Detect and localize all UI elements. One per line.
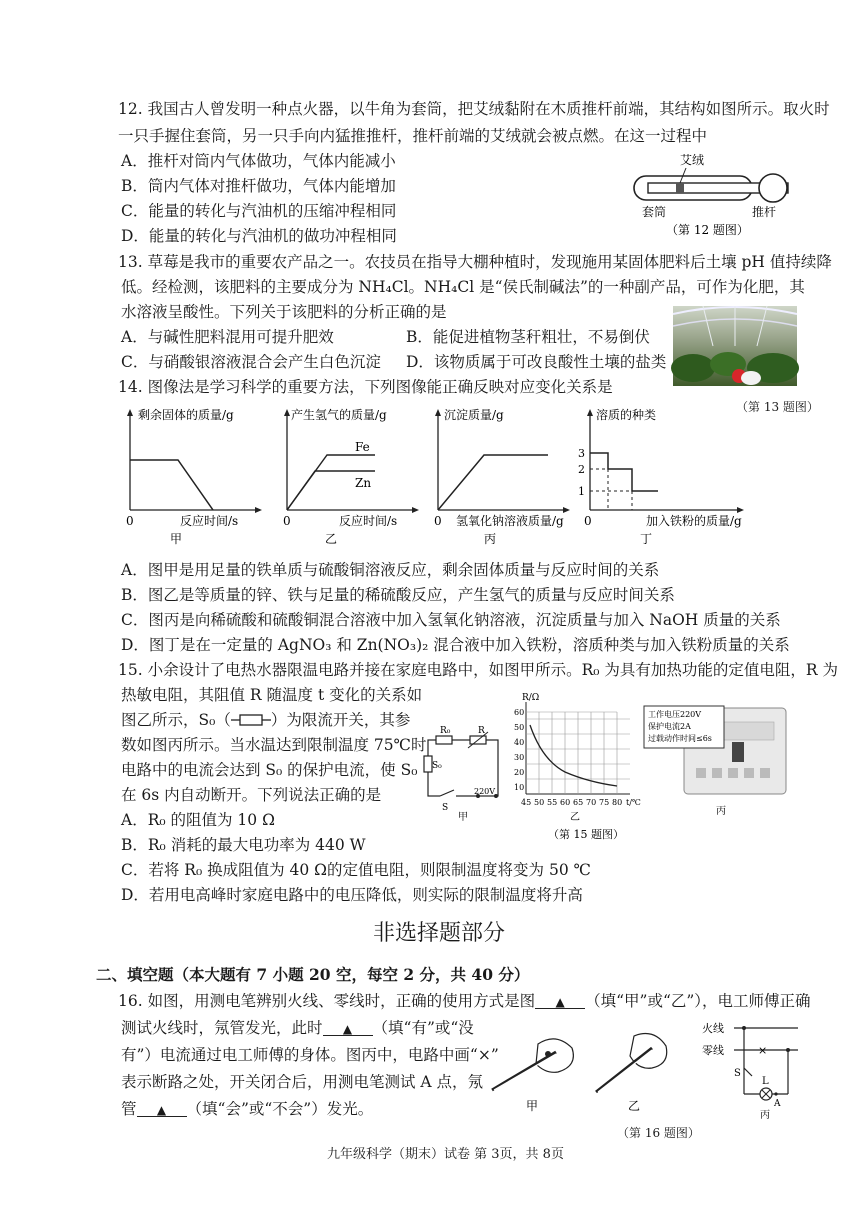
q13-option-b: B．能促进植物茎秆粗壮，不易倒伏: [406, 328, 650, 346]
q15-graph-xlabel: t/℃: [626, 798, 641, 807]
q15-s-label: S: [442, 803, 449, 813]
q15-device-line1: 工作电压220V: [648, 710, 702, 719]
q14-yi-xlabel: 反应时间/s: [339, 514, 398, 528]
q15-xtick-60: 60: [560, 798, 571, 807]
break-mark-icon: ×: [758, 1044, 768, 1057]
q13-greenhouse-photo: [673, 306, 797, 386]
q12-option-a: A．推杆对筒内气体做功，气体内能减小: [121, 152, 396, 170]
q15-device-line2: 保护电流2A: [648, 722, 691, 731]
q16-blank-1[interactable]: ▲: [535, 996, 585, 1009]
q16-pen-jia: [486, 1026, 581, 1118]
q16-yi-label: 乙: [628, 1099, 641, 1113]
q12-label-tinder: 艾绒: [680, 153, 705, 167]
hand-shape: [536, 1039, 573, 1072]
q15-stem-line1: 15. 小余设计了电热水器限温电路并接在家庭电路中，如图甲所示。R₀ 为具有加热功能的定值电阻，R 为: [118, 661, 838, 679]
q13-stem-line1: 13. 草莓是我市的重要农产品之一。农技员在指导大棚种植时，发现施用某固体肥料后土壤 pH 值持续降: [118, 253, 832, 271]
q12-caption: （第 12 题图）: [666, 223, 749, 237]
q14-option-d: D．图丁是在一定量的 AgNO₃ 和 Zn(NO₃)₂ 混合液中加入铁粉，溶质种类与加入铁粉质量的关系: [121, 636, 790, 654]
q14-jia-xlabel: 反应时间/s: [180, 514, 239, 528]
q15-ytick-30: 30: [514, 753, 525, 762]
q16-jia-label: 甲: [526, 1099, 539, 1113]
q12-label-sleeve: 套筒: [642, 205, 667, 219]
q14-ding-tick1: 1: [578, 485, 585, 498]
q12-stem-line1: 12. 我国古人曾发明一种点火器，以牛角为套筒，把艾绒黏附在木质推杆前端，其结构如图所示。取火时: [118, 100, 830, 118]
q15-xtick-45: 45: [521, 798, 532, 807]
q15-stem-line3: 图乙所示，S₀（ ）为限流开关，其参: [121, 711, 411, 729]
q16-l-label: L: [762, 1076, 769, 1087]
q14-graph-jia: [118, 405, 268, 550]
q14-jia-origin: 0: [126, 514, 134, 528]
q12-stem-line2: 一只手握住套筒，另一只手向内猛推推杆，推杆前端的艾绒就会被点燃。在这一过程中: [118, 127, 708, 145]
q14-ding-ylabel: 溶质的种类: [596, 408, 657, 422]
q14-bing-curve: [438, 455, 548, 510]
q14-yi-zn-label: Zn: [355, 476, 372, 490]
q14-bing-name: 丙: [484, 532, 497, 546]
q13-option-d: D．该物质属于可改良酸性土壤的盐类: [406, 353, 667, 371]
part2-heading: 二、填空题（本大题有 7 小题 20 空，每空 2 分，共 40 分）: [96, 965, 530, 984]
q15-graph-name: 乙: [570, 812, 580, 823]
q14-ding-steps: [590, 453, 658, 491]
q12-igniter-figure: [628, 150, 798, 240]
q14-stem: 14. 图像法是学习科学的重要方法，下列图像能正确反映对应变化关系是: [118, 378, 613, 396]
q15-option-b: B．R₀ 消耗的最大电功率为 440 W: [121, 836, 366, 854]
r0-resistor: [436, 736, 452, 744]
section-title: 非选择题部分: [373, 921, 506, 946]
q16-line5: 管 ▲ （填“会”或“不会”）发光。: [121, 1100, 374, 1118]
q14-graph-yi: [275, 405, 425, 550]
q14-bing-origin: 0: [434, 514, 442, 528]
q14-yi-ylabel: 产生氢气的质量/g: [291, 408, 387, 422]
q15-r-label: R: [478, 726, 485, 736]
q15-option-d: D．若用电高峰时家庭电路中的电压降低，则实际的限制温度将升高: [121, 886, 583, 904]
q16-pen-yi: [588, 1026, 683, 1118]
page-footer: 九年级科学（期末）试卷 第 3页，共 8页: [327, 1147, 564, 1162]
q16-line3: 有”）电流通过电工师傅的身体。图丙中，电路中画“×”: [121, 1046, 499, 1064]
q16-blank-3[interactable]: ▲: [137, 1104, 187, 1117]
q14-yi-fe-label: Fe: [355, 440, 370, 454]
q15-stem-line2: 热敏电阻，其阻值 R 随温度 t 变化的关系如: [121, 686, 423, 704]
q15-xtick-80: 80: [612, 798, 623, 807]
q16-neutral-label: 零线: [702, 1044, 724, 1057]
q15-caption: （第 15 题图）: [548, 828, 624, 841]
q15-xtick-50: 50: [534, 798, 545, 807]
q16-s-label: S: [734, 1068, 741, 1079]
q13-stem-line3: 水溶液呈酸性。下列关于该肥料的分析正确的是: [121, 303, 447, 321]
q16-circuit-bing: [700, 1018, 800, 1124]
q14-ding-xlabel: 加入铁粉的质量/g: [646, 514, 742, 528]
q15-s0-label: S₀: [432, 761, 442, 771]
q15-r0-label: R₀: [440, 726, 451, 736]
q14-graph-bing: [426, 405, 586, 550]
q14-option-c: C．图丙是向稀硫酸和硫酸铜混合溶液中加入氢氧化钠溶液，沉淀质量与加入 NaOH 质量的关系: [121, 611, 781, 629]
q12-option-d: D．能量的转化与汽油机的做功冲程相同: [121, 227, 397, 245]
q15-ytick-10: 10: [514, 783, 525, 792]
q15-rt-graph: [508, 690, 643, 845]
q14-yi-name: 乙: [325, 532, 338, 546]
q15-device-name: 丙: [716, 806, 726, 817]
q15-graph-ylabel: R/Ω: [522, 693, 540, 703]
q15-xtick-70: 70: [586, 798, 597, 807]
q13-caption: （第 13 题图）: [736, 400, 819, 414]
q13-stem-line2: 低。经检测，该肥料的主要成分为 NH₄Cl。NH₄Cl 是“侯氏制碱法”的一种副产品，可作为化肥，其: [121, 278, 805, 296]
s0-switch: [424, 756, 432, 772]
fuse-switch-icon: [231, 713, 271, 727]
q16-line1: 16. 如图，用测电笔辨别火线、零线时，正确的使用方式是图 ▲ （填“甲”或“乙”），电工师傅正确: [118, 992, 811, 1010]
tinder-shape: [676, 183, 684, 193]
q15-ytick-40: 40: [514, 738, 525, 747]
q14-bing-xlabel: 氢氧化钠溶液质量/g: [456, 514, 564, 528]
q15-ytick-50: 50: [514, 723, 525, 732]
q14-jia-name: 甲: [170, 532, 183, 546]
q14-ding-tick2: 2: [578, 463, 585, 476]
q14-jia-ylabel: 剩余固体的质量/g: [138, 408, 234, 422]
q16-caption: （第 16 题图）: [617, 1126, 700, 1140]
q12-option-c: C．能量的转化与汽油机的压缩冲程相同: [121, 202, 397, 220]
q15-circuit-name: 甲: [458, 812, 468, 823]
q14-ding-name: 丁: [640, 532, 653, 546]
q16-a-label: A: [774, 1099, 781, 1109]
q15-xtick-65: 65: [573, 798, 584, 807]
q14-option-b: B．图乙是等质量的锌、铁与足量的稀硫酸反应，产生氢气的质量与反应时间关系: [121, 586, 675, 604]
push-rod-knob: [759, 174, 787, 202]
q14-bing-ylabel: 沉淀质量/g: [444, 408, 504, 422]
q12-label-rod: 推杆: [752, 205, 777, 219]
q15-device-line3: 过载动作时间≤6s: [648, 734, 712, 743]
q15-xtick-75: 75: [599, 798, 610, 807]
q15-ytick-20: 20: [514, 768, 525, 777]
q15-stem-line5: 电路中的电流会达到 S₀ 的保护电流，使 S₀: [121, 761, 418, 779]
q15-option-a: A．R₀ 的阻值为 10 Ω: [121, 811, 275, 829]
q16-bing-label: 丙: [760, 1110, 770, 1121]
q14-yi-origin: 0: [283, 514, 291, 528]
q16-blank-2[interactable]: ▲: [323, 1023, 373, 1036]
q15-xtick-55: 55: [547, 798, 558, 807]
q15-stem-line4: 数如图丙所示。当水温达到限制温度 75℃时: [121, 736, 427, 754]
q16-line2: 测试火线时，氖管发光，此时 ▲ （填“有”或“没: [121, 1019, 474, 1037]
q16-line4: 表示断路之处，开关闭合后，用测电笔测试 A 点，氖: [121, 1073, 484, 1091]
q13-option-c: C．与硝酸银溶液混合会产生白色沉淀: [121, 353, 381, 371]
q14-ding-tick3: 3: [578, 447, 585, 460]
q16-live-label: 火线: [702, 1022, 724, 1035]
q14-graph-ding: [580, 405, 750, 550]
q12-option-b: B．筒内气体对推杆做功，气体内能增加: [121, 177, 396, 195]
q14-option-a: A．图甲是用足量的铁单质与硫酸铜溶液反应，剩余固体质量与反应时间的关系: [121, 561, 660, 579]
q15-circuit-jia: [418, 722, 510, 822]
q15-stem-line6: 在 6s 内自动断开。下列说法正确的是: [121, 786, 382, 804]
q14-jia-curve: [130, 460, 213, 510]
q13-option-a: A．与碱性肥料混用可提升肥效: [121, 328, 334, 346]
switch-s: [744, 1068, 752, 1076]
q15-option-c: C．若将 R₀ 换成阻值为 40 Ω的定值电阻，则限制温度将变为 50 ℃: [121, 861, 591, 879]
q15-breaker-device: [644, 700, 794, 820]
q15-voltage-label: 220V: [474, 787, 496, 796]
q14-ding-origin: 0: [584, 514, 592, 528]
q15-ytick-60: 60: [514, 708, 525, 717]
